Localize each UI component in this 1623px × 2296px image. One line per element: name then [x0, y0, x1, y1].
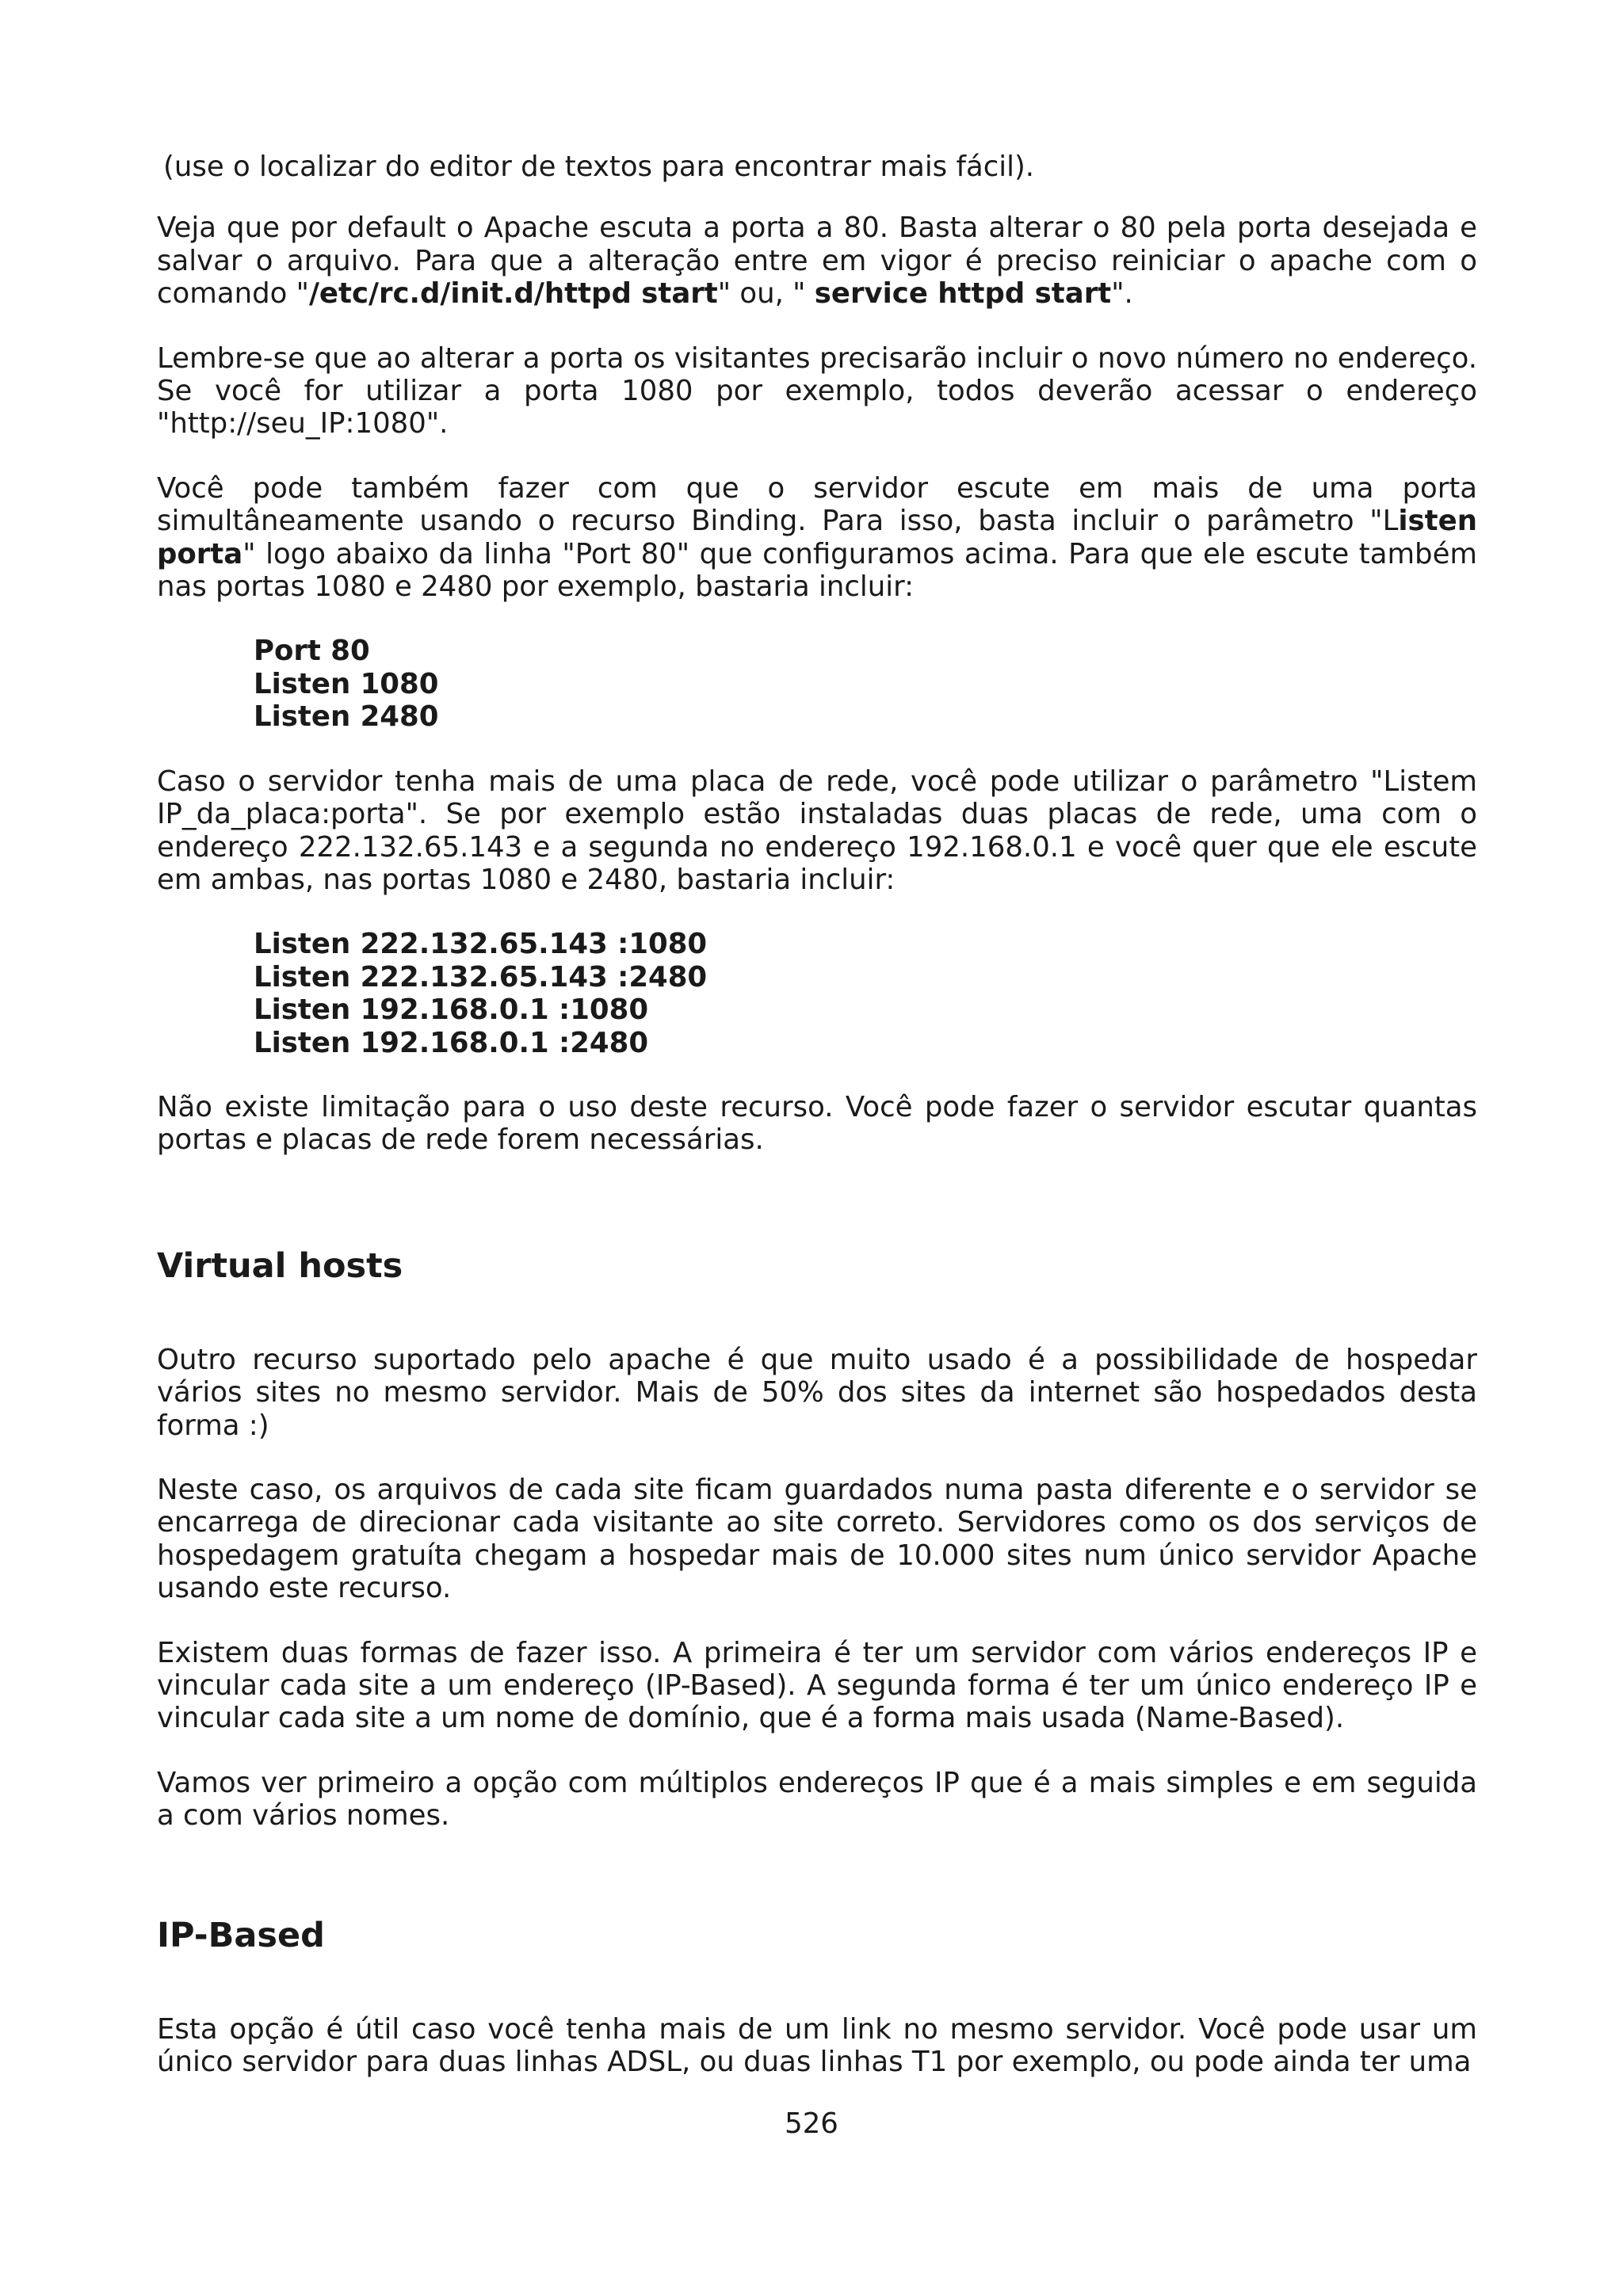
bold-command-service: service httpd start [814, 277, 1112, 311]
bold-command-init: /etc/rc.d/init.d/httpd start [308, 277, 718, 311]
paragraph-virtual-intro: Outro recurso suportado pelo apache é que muito usado é a possibilidade de hospedar vários sites no mesmo servidor. Mais de 50% dos sites da internet são hospedados desta forma :) [157, 1343, 1477, 1442]
paragraph-no-limit: Não existe limitação para o uso deste recurso. Você pode fazer o servidor escutar quantas portas e placas de rede forem necessárias. [157, 1090, 1477, 1157]
document-page [157, 151, 1477, 2078]
code-line: Listen 192.168.0.1 :2480 [254, 1026, 649, 1059]
intro-paragraph: (use o localizar do editor de textos para encontrar mais fácil). [163, 151, 1035, 183]
code-line: Listen 1080 [254, 667, 439, 700]
paragraph-first-ip: Vamos ver primeiro a opção com múltiplos endereços IP que é a mais simples e em seguida a com vários nomes. [157, 1766, 1477, 1833]
heading-ip-based: IP-Based [157, 1915, 325, 1955]
code-line: Port 80 [254, 635, 370, 668]
code-line: Listen 222.132.65.143 :2480 [254, 960, 708, 994]
text-span: ". [1111, 277, 1133, 311]
bold-listen-porta: isten porta [157, 505, 1477, 570]
code-block-ports [254, 635, 1477, 733]
text-span: Você pode também fazer com que o servidor escute em mais de uma porta simultâneamente usando o recurso Binding. Para isso, basta incluir o parâmetro "L [157, 471, 1477, 538]
paragraph-default-port [157, 212, 1477, 310]
heading-virtual-hosts: Virtual hosts [157, 1245, 403, 1286]
code-line: Listen 2480 [254, 700, 439, 734]
text-span: " ou, " [717, 277, 815, 311]
paragraph-two-forms: Existem duas formas de fazer isso. A primeira é ter um servidor com vários endereços IP e vincular cada site a um endereço (IP-Based). A segunda forma é ter um único endereço IP e vincular cada site a um nome de domínio, que é a forma mais usada (Name-Based). [157, 1636, 1477, 1735]
paragraph-binding [157, 472, 1477, 604]
paragraph-remember-port: Lembre-se que ao alterar a porta os visitantes precisarão incluir o novo número no endereço. Se você for utilizar a porta 1080 por exemplo, todos deverão acessar o endereço "http://seu_IP:1080". [157, 341, 1477, 441]
text-span: " logo abaixo da linha "Port 80" que configuramos acima. Para que ele escute também nas portas 1080 e 2480 por exemplo, bastaria incluir: [157, 537, 1477, 604]
paragraph-ip-based: Esta opção é útil caso você tenha mais de um link no mesmo servidor. Você pode usar um único servidor para duas linhas ADSL, ou duas linhas T1 por exemplo, ou pode ainda ter uma [157, 2012, 1477, 2079]
page-number: 526 [785, 2107, 838, 2140]
code-line: Listen 192.168.0.1 :1080 [254, 994, 649, 1027]
code-line: Listen 222.132.65.143 :1080 [254, 928, 708, 961]
code-block-listen-ips [254, 928, 1477, 1059]
paragraph-multiple-nics: Caso o servidor tenha mais de uma placa de rede, você pode utilizar o parâmetro "Listem IP_da_placa:porta". Se por exemplo estão instaladas duas placas de rede, uma com o endereço 222.132.65.143 e a segunda no endereço 192.168.0.1 e você quer que ele escute em ambas, nas portas 1080 e 2480, bastaria incluir: [157, 765, 1477, 896]
text-span: Veja que por default o Apache escuta a porta a 80. Basta alterar o 80 pela porta desejada e salvar o arquivo. Para que a alteração entre em vigor é preciso reiniciar o apache com o comando " [157, 212, 1477, 311]
paragraph-virtual-case: Neste caso, os arquivos de cada site ficam guardados numa pasta diferente e o servidor se encarrega de direcionar cada visitante ao site correto. Servidores como os dos serviços de hospedagem gratuíta chegam a hospedar mais de 10.000 sites num único servidor Apache usando este recurso. [157, 1473, 1477, 1605]
